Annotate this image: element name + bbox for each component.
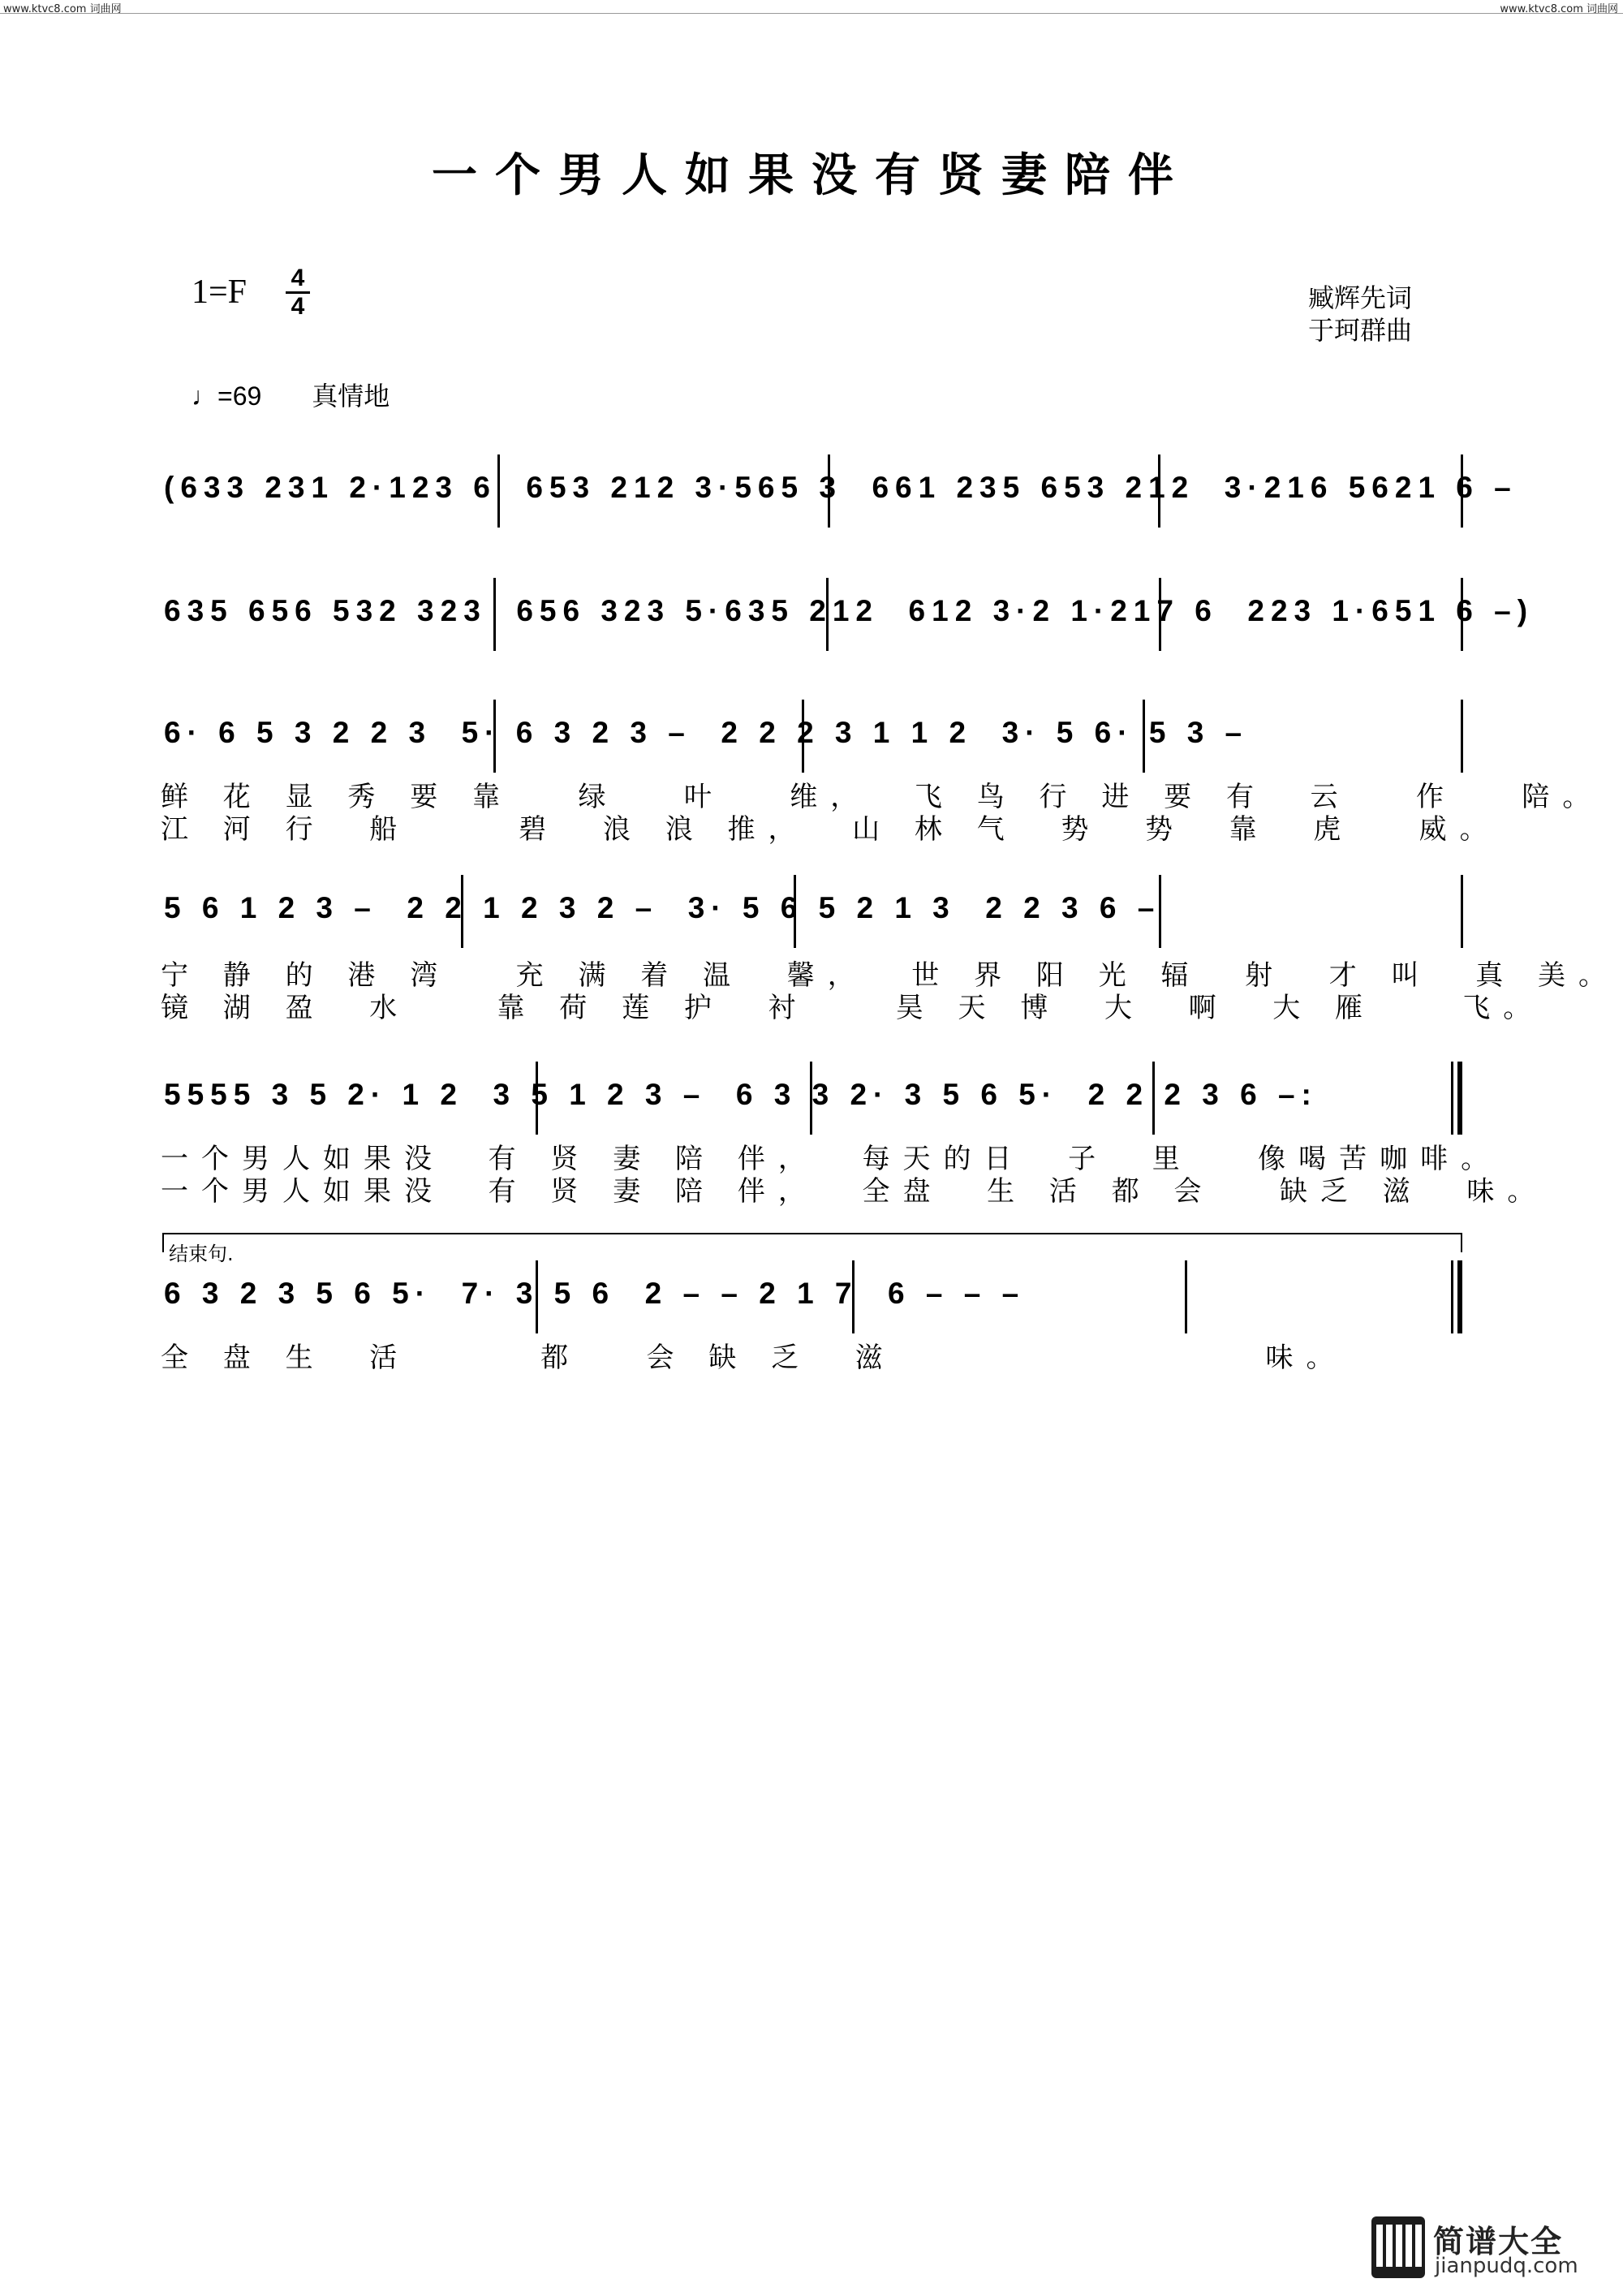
watermark-brand: 简谱大全	[1433, 2224, 1564, 2259]
notation-line	[161, 1260, 1466, 1333]
barline	[828, 454, 830, 528]
barline	[794, 875, 796, 948]
barline	[810, 1062, 812, 1135]
notation-line	[161, 875, 1466, 948]
notation-text: 6· 6 5 3 2 2 3 5· 6 3 2 3 – 2 2 2 3 1 1 2 3· 5 6· 5 3 –	[164, 716, 1249, 749]
barline	[536, 1260, 538, 1333]
lyricist-credit: 臧辉先词	[1307, 282, 1412, 313]
barline	[852, 1260, 855, 1333]
lyrics-ending: 全 盘 生 活 都 会 缺 乏 滋 味。	[161, 1342, 1347, 1374]
barline	[1158, 454, 1160, 528]
tempo-marking	[192, 376, 390, 413]
notation-line	[161, 700, 1466, 773]
barline	[461, 875, 463, 948]
watermark-url: jianpudq.com	[1435, 2254, 1578, 2278]
barline	[493, 700, 496, 773]
barline	[1159, 578, 1161, 651]
barlines	[161, 875, 1466, 948]
expression-marking: 真情地	[312, 381, 390, 411]
final-barline-thick	[1457, 1260, 1462, 1333]
ending-bracket	[162, 1233, 1462, 1265]
barline	[1143, 700, 1145, 773]
notation-line	[161, 1062, 1466, 1135]
piano-icon	[1371, 2216, 1425, 2278]
barline	[1461, 454, 1463, 528]
notation-text: 635 656 532 323 656 323 5·635 212 612 3·2 1·217 6 223 1·651 6 –)	[164, 594, 1535, 627]
lyrics-verse-2: 镜 湖 盈 水 靠 荷 莲 护 衬 昊 天 博 大 啊 大 雁 飞。	[161, 992, 1544, 1024]
watermark	[1371, 2216, 1599, 2281]
barline	[826, 578, 829, 651]
key-signature: 1=F	[192, 274, 248, 311]
notation-text: 5555 3 5 2· 1 2 3 5 1 2 3 – 6 3 3 2· 3 5 6 5· 2 2 2 3 6 –:	[164, 1078, 1318, 1111]
lyrics-verse-1: 一个男人如果没 有 贤 妻 陪 伴， 每天的日 子 里 像喝苦咖啡。	[161, 1143, 1502, 1175]
repeat-barline-thick	[1457, 1062, 1462, 1135]
credits	[1308, 282, 1412, 347]
barlines	[161, 1062, 1466, 1135]
lyrics-verse-1: 宁 静 的 港 湾 充 满 着 温 馨， 世 界 阳 光 辐 射 才 叫 真 美。	[161, 959, 1619, 992]
notation-text: 5 6 1 2 3 – 2 2 1 2 3 2 – 3· 5 6 5 2 1 3 2 2 3 6 –	[164, 891, 1161, 924]
tempo-value: ♩=69	[192, 381, 262, 411]
header-left: www.ktvc8.com 词曲网	[3, 3, 122, 15]
time-signature-top: 4	[291, 265, 305, 291]
barlines	[161, 700, 1466, 773]
barline	[497, 454, 500, 528]
barline	[802, 700, 804, 773]
barline	[1461, 700, 1463, 773]
lyrics-verse-2: 一个男人如果没 有 贤 妻 陪 伴， 全盘 生 活 都 会 缺乏 滋 味。	[161, 1175, 1548, 1208]
header-divider	[0, 13, 1623, 14]
lyrics-verse-2: 江 河 行 船 碧 浪 浪 推， 山 林 气 势 势 靠 虎 威。	[161, 813, 1500, 846]
barline	[1461, 578, 1463, 651]
header-right: www.ktvc8.com 词曲网	[1500, 3, 1618, 15]
composer-credit: 于珂群曲	[1307, 315, 1412, 346]
time-signature	[286, 266, 310, 319]
song-title: 一个男人如果没有贤妻陪伴	[432, 149, 1191, 202]
barlines	[161, 578, 1466, 651]
barline	[536, 1062, 538, 1135]
ending-label: 结束句.	[169, 1243, 234, 1265]
final-barline	[1451, 1260, 1453, 1333]
barline	[1185, 1260, 1187, 1333]
time-signature-bottom: 4	[291, 293, 305, 320]
barline	[493, 578, 496, 651]
barline	[1159, 875, 1161, 948]
notation-line	[161, 454, 1518, 528]
notation-text: (633 231 2·123 6 653 212 3·565 3 661 235 653 212 3·216 5621 6 –	[164, 471, 1518, 504]
notation-text: 6 3 2 3 5 6 5· 7· 3 5 6 2 – – 2 1 7 6 – – –	[164, 1277, 1026, 1310]
barlines	[161, 1260, 1466, 1333]
notation-line	[161, 578, 1535, 651]
barlines	[161, 454, 1466, 528]
lyrics-verse-1: 鲜 花 显 秀 要 靠 绿 叶 维， 飞 鸟 行 进 要 有 云 作 陪。	[161, 781, 1604, 813]
barline	[1152, 1062, 1155, 1135]
barline	[1461, 875, 1463, 948]
repeat-barline	[1451, 1062, 1453, 1135]
